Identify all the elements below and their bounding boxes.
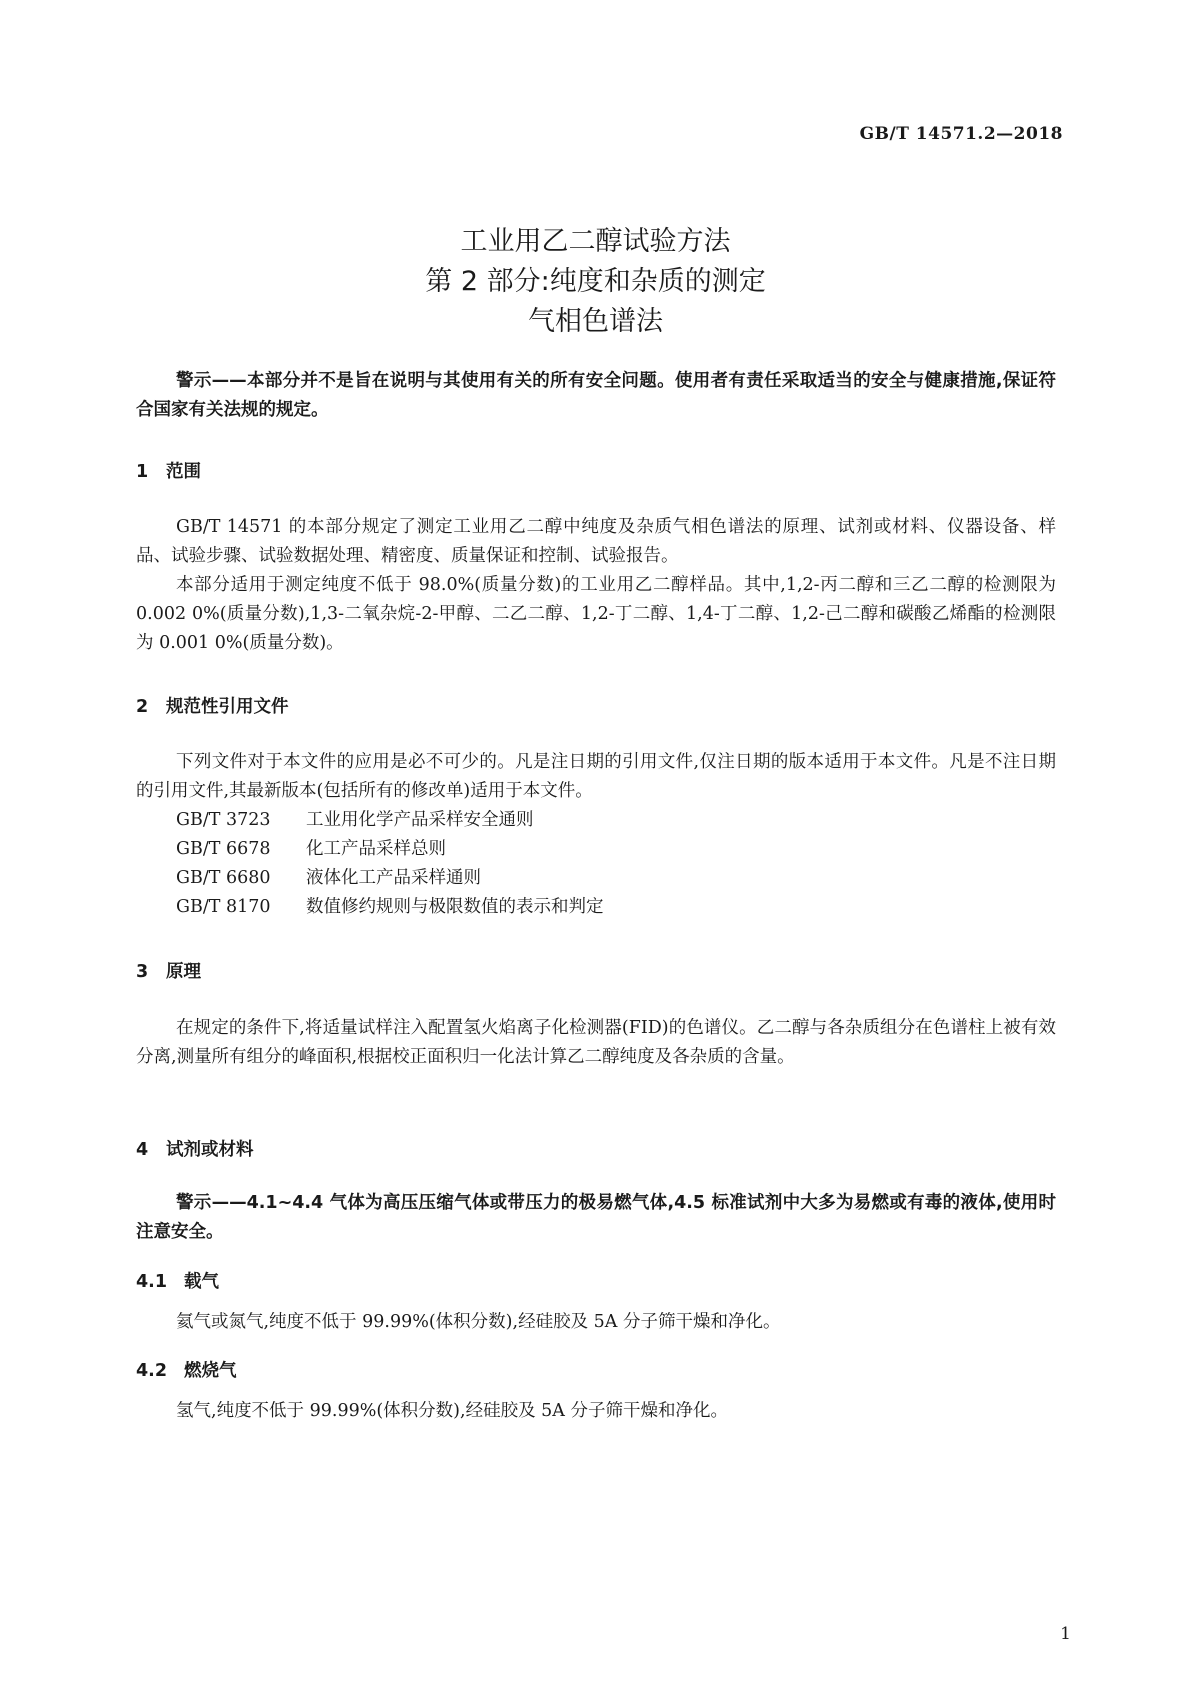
reference-code: GB/T 6680 <box>176 868 271 888</box>
subsection-title: 载气 <box>184 1272 219 1292</box>
section-number: 2 <box>136 697 149 717</box>
reference-code: GB/T 3723 <box>176 810 271 830</box>
reference-title: 化工产品采样总则 <box>306 839 446 859</box>
reference-title: 液体化工产品采样通则 <box>306 868 481 888</box>
reference-code: GB/T 8170 <box>176 897 271 917</box>
section-1-paragraph-1: GB/T 14571 的本部分规定了测定工业用乙二醇中纯度及杂质气相色谱法的原理、试剂或材料、仪器设备、样品、试验步骤、试验数据处理、精密度、质量保证和控制、试验报告。 <box>136 517 1056 566</box>
section-1-heading <box>136 458 201 483</box>
section-title: 范围 <box>166 462 201 482</box>
section-2-heading <box>136 693 289 718</box>
reference-title: 数值修约规则与极限数值的表示和判定 <box>306 897 604 917</box>
section-1-paragraph-2: 本部分适用于测定纯度不低于 98.0%(质量分数)的工业用乙二醇样品。其中,1,2-丙二醇和三乙二醇的检测限为 0.002 0%(质量分数),1,3-二氧杂烷-2-甲醇、二乙二醇、1,2-丁二醇、1,4-丁二醇、1,2-己二醇和碳酸乙烯酯的检测限为 0.001 0%(质量分数)。 <box>136 575 1056 653</box>
title-line-1: 工业用乙二醇试验方法 <box>460 226 731 257</box>
document-title <box>0 222 1191 342</box>
subsection-4-1-text: 氦气或氮气,纯度不低于 99.99%(体积分数),经硅胶及 5A 分子筛干燥和净化。 <box>176 1312 781 1332</box>
warning-intro: 警示——本部分并不是旨在说明与其使用有关的所有安全问题。使用者有责任采取适当的安全与健康措施,保证符合国家有关法规的规定。 <box>136 371 1056 420</box>
reference-title: 工业用化学产品采样安全通则 <box>306 810 534 830</box>
section-4-warning: 警示——4.1~4.4 气体为高压压缩气体或带压力的极易燃气体,4.5 标准试剂中大多为易燃或有毒的液体,使用时注意安全。 <box>136 1193 1056 1242</box>
reference-item <box>176 893 604 922</box>
section-title: 原理 <box>166 962 201 982</box>
section-number: 1 <box>136 462 149 482</box>
subsection-4-2-heading <box>136 1357 237 1382</box>
page-number: 1 <box>1060 1624 1071 1644</box>
section-4-heading <box>136 1136 254 1161</box>
title-line-3: 气相色谱法 <box>528 306 663 337</box>
section-3-heading <box>136 958 201 983</box>
reference-code: GB/T 6678 <box>176 839 271 859</box>
subsection-title: 燃烧气 <box>184 1361 237 1381</box>
reference-item <box>176 864 481 893</box>
subsection-4-2-text: 氢气,纯度不低于 99.99%(体积分数),经硅胶及 5A 分子筛干燥和净化。 <box>176 1401 728 1421</box>
section-number: 4 <box>136 1140 149 1160</box>
reference-item <box>176 806 534 835</box>
section-2-paragraph-1: 下列文件对于本文件的应用是必不可少的。凡是注日期的引用文件,仅注日期的版本适用于本文件。凡是不注日期的引用文件,其最新版本(包括所有的修改单)适用于本文件。 <box>136 752 1056 801</box>
reference-item <box>176 835 446 864</box>
section-3-paragraph-1: 在规定的条件下,将适量试样注入配置氢火焰离子化检测器(FID)的色谱仪。乙二醇与各杂质组分在色谱柱上被有效分离,测量所有组分的峰面积,根据校正面积归一化法计算乙二醇纯度及各杂质的含量。 <box>136 1018 1056 1067</box>
subsection-4-1-heading <box>136 1268 219 1293</box>
title-line-2: 第 2 部分:纯度和杂质的测定 <box>425 266 766 297</box>
section-number: 3 <box>136 962 149 982</box>
section-title: 试剂或材料 <box>166 1140 254 1160</box>
subsection-number: 4.1 <box>136 1272 168 1292</box>
section-title: 规范性引用文件 <box>166 697 289 717</box>
subsection-number: 4.2 <box>136 1361 168 1381</box>
standard-code: GB/T 14571.2—2018 <box>859 124 1063 144</box>
